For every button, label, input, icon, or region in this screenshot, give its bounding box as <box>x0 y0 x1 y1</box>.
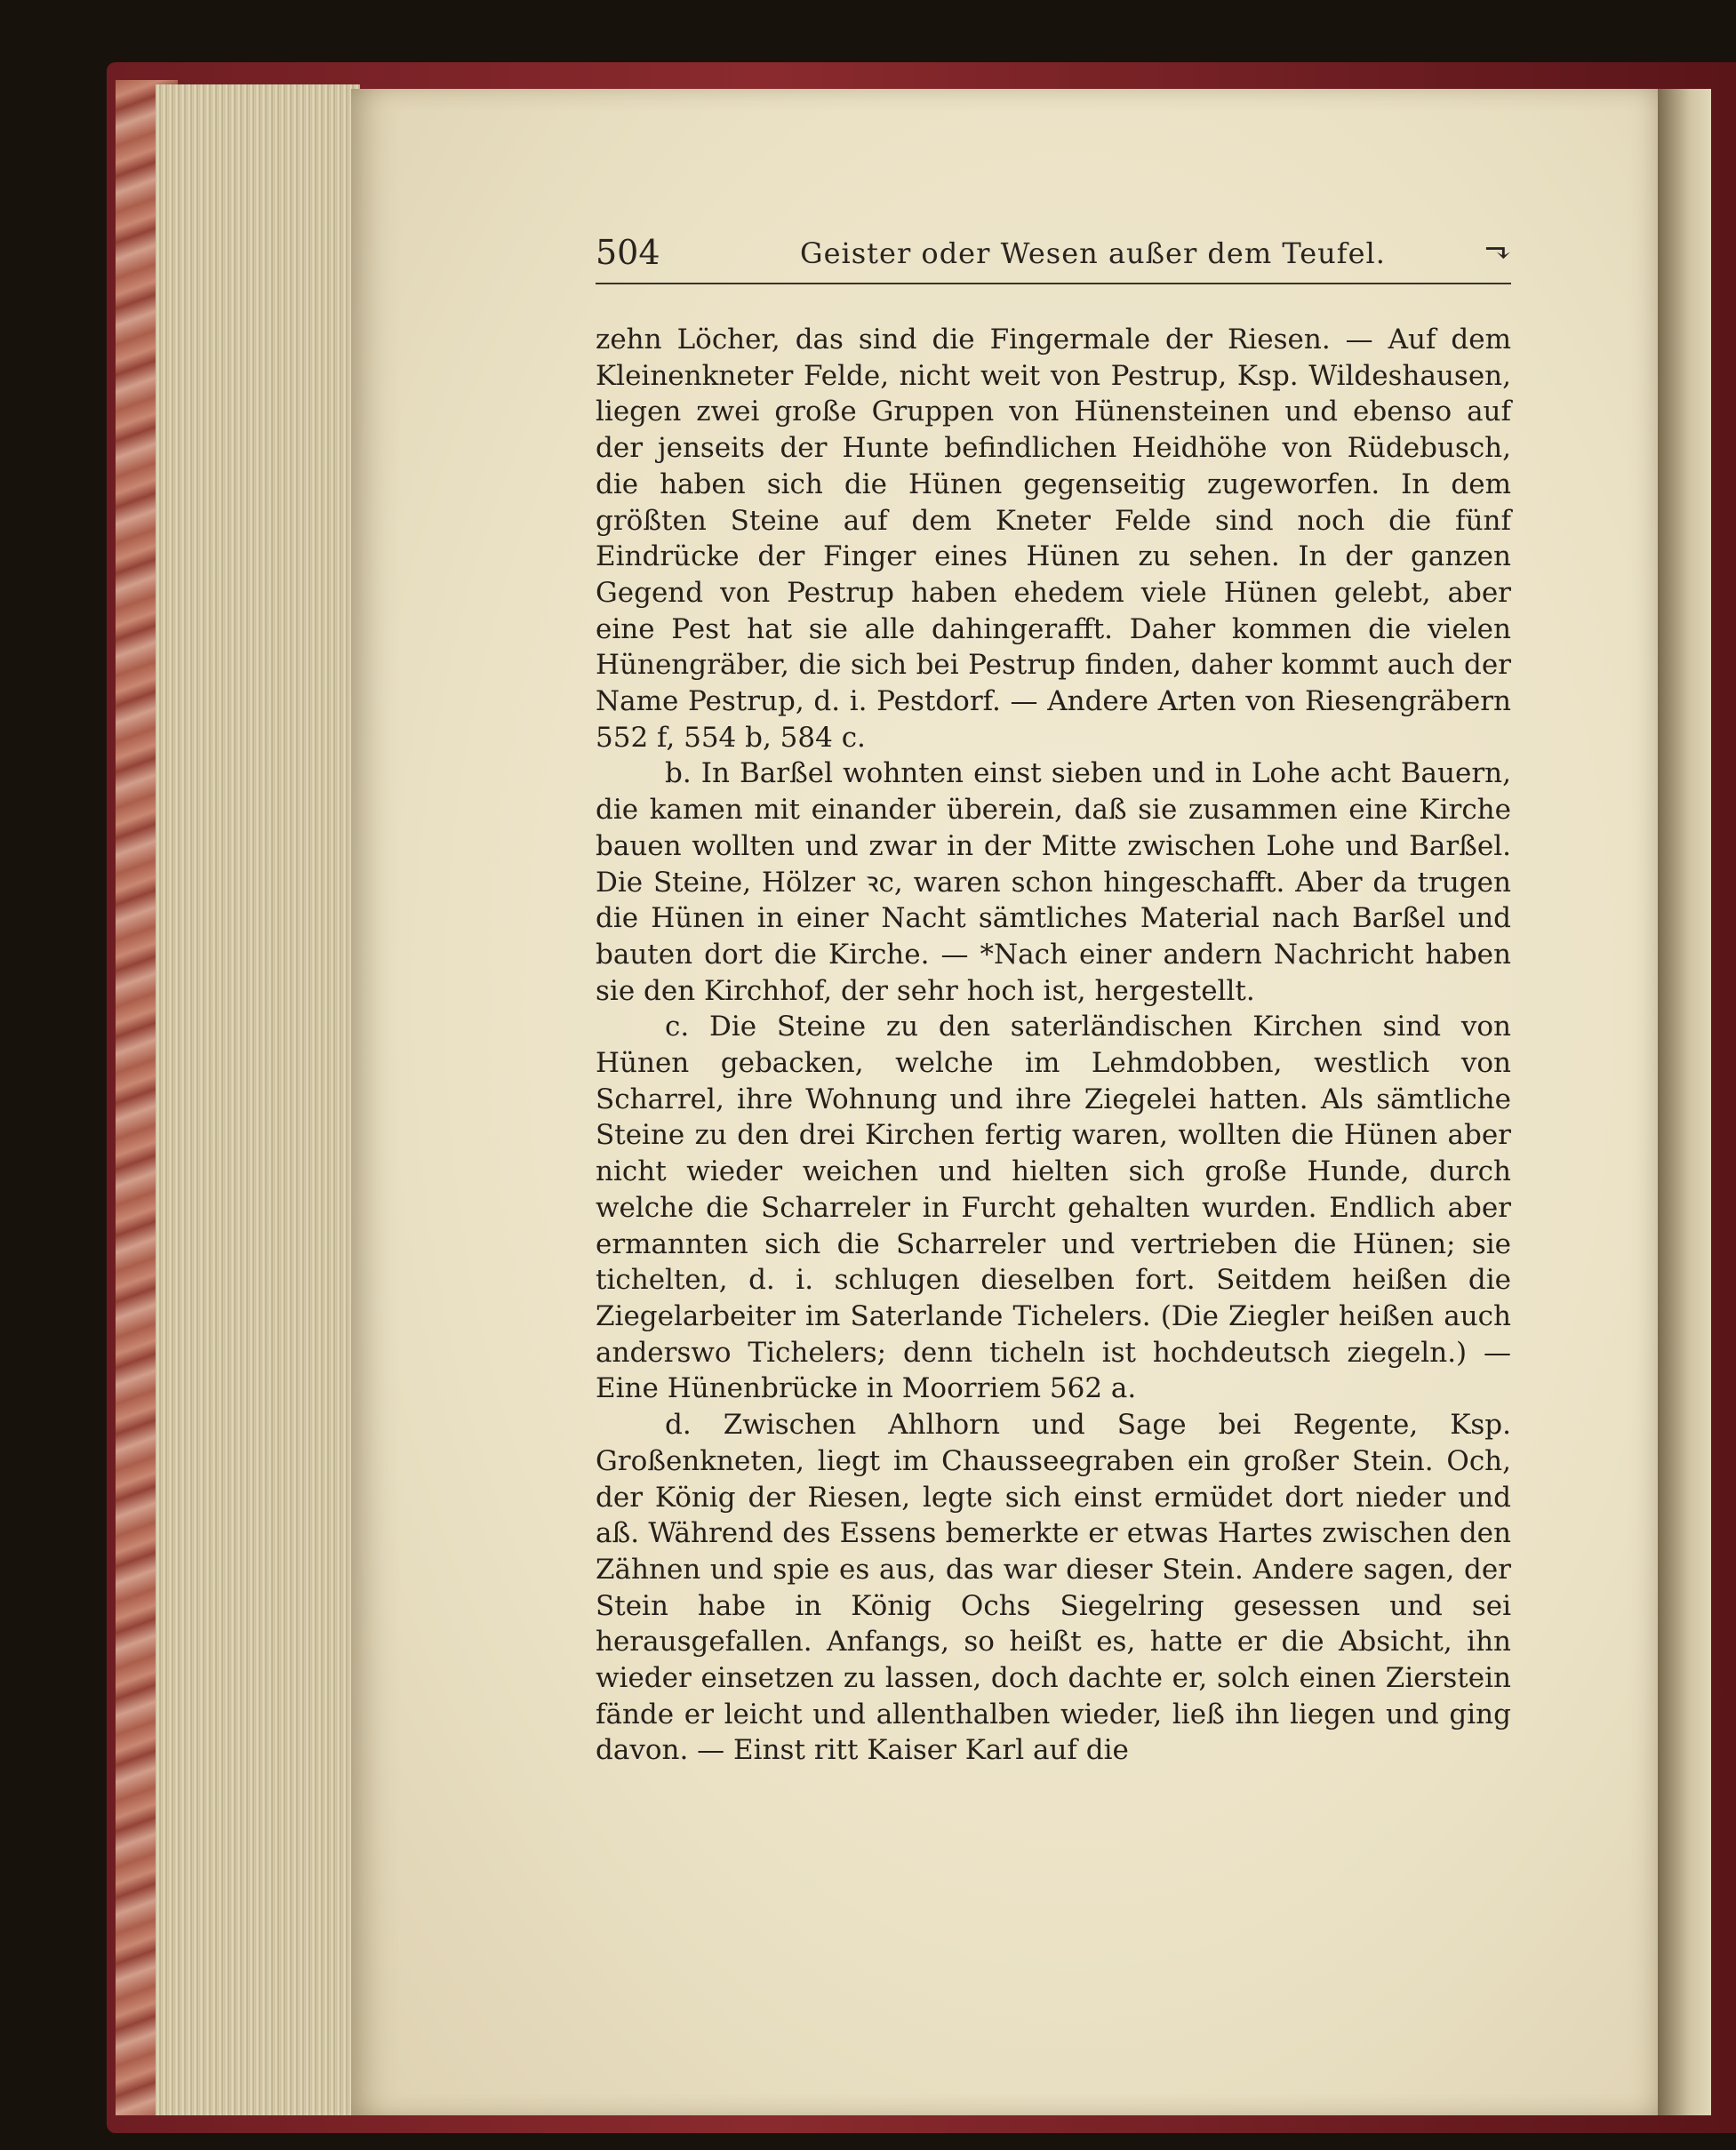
paragraph-d: d. Zwischen Ahlhorn und Sage bei Regente, Ksp. Großenkneten, liegt im Chausseegraben ein großer Stein. Och, der König der Riesen, legte sich einst ermüdet dort nieder und aß. Während des Essens bemerkte er etwas Hartes zwischen den Zähnen und spie es aus, das war dieser Stein. Andere sagen, der Stein habe in König Ochs Siegelring gesessen und sei herausgefallen. Anfangs, so heißt es, hatte er die Absicht, ihn wieder einsetzen zu lassen, doch dachte er, solch einen Zierstein fände er leicht und allenthalben wieder, ließ ihn liegen und ging davon. — Einst ritt Kaiser Karl auf die <box>596 1409 1511 1767</box>
header-mark-icon: ⬎ <box>1484 235 1511 271</box>
paragraph-c: c. Die Steine zu den saterländischen Kirchen sind von Hünen gebacken, welche im Lehmdobben, westlich von Scharrel, ihre Wohnung und ihre Ziegelei hatten. Als sämtliche Steine zu den drei Kirchen fertig waren, wollten die Hünen aber nicht wieder weichen und hielten sich große Hunde, durch welche die Scharreler in Furcht gehalten wurden. Endlich aber ermannten sich die Scharreler und vertrieben die Hünen; sie tichelten, d. i. schlugen dieselben fort. Seitdem heißen die Ziegelarbeiter im Saterlande Tichelers. (Die Ziegler heißen auch anderswo Tichelers; denn ticheln ist hochdeutsch ziegeln.) — Eine Hünenbrücke in Moorriem 562 a. <box>596 1011 1511 1405</box>
page-header <box>596 233 1511 279</box>
body-text <box>596 322 1511 1769</box>
page-number: 504 <box>596 233 660 272</box>
facing-page-edge <box>1658 89 1711 2115</box>
header-rule <box>596 283 1511 284</box>
page-edges <box>156 84 360 2115</box>
paragraph-a-continued: zehn Löcher, das sind die Fingermale der Riesen. — Auf dem Kleinenkneter Felde, nicht weit von Pestrup, Ksp. Wildeshausen, liegen zwei große Gruppen von Hünensteinen und ebenso auf der jenseits der Hunte befindlichen Heidhöhe von Rüdebusch, die haben sich die Hünen gegenseitig zugeworfen. In dem größten Steine auf dem Kneter Felde sind noch die fünf Eindrücke der Finger eines Hünen zu sehen. In der ganzen Gegend von Pestrup haben ehedem viele Hünen gelebt, aber eine Pest hat sie alle dahingerafft. Daher kommen die vielen Hünengräber, die sich bei Pestrup finden, daher kommt auch der Name Pestrup, d. i. Pestdorf. — Andere Arten von Riesengräbern 552 f, 554 b, 584 c. <box>596 324 1511 754</box>
paragraph-b: b. In Barßel wohnten einst sieben und in Lohe acht Bauern, die kamen mit einander überein, daß sie zusammen eine Kirche bauen wollten und zwar in der Mitte zwischen Lohe und Barßel. Die Steine, Hölzer ꝛc, waren schon hingeschafft. Aber da trugen die Hünen in einer Nacht sämtliches Material nach Barßel und bauten dort die Kirche. — *Nach einer andern Nachricht haben sie den Kirchhof, der sehr hoch ist, hergestellt. <box>596 757 1511 1007</box>
running-head: Geister oder Wesen außer dem Teufel. <box>800 236 1386 270</box>
